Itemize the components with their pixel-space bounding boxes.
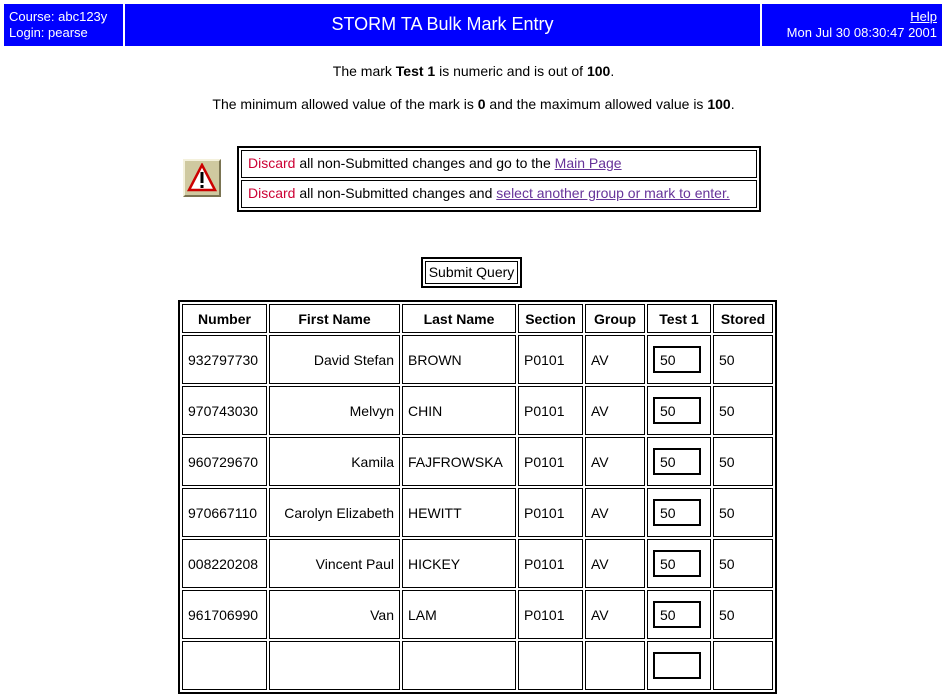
mark-name: Test 1	[395, 63, 436, 79]
col-group: Group	[585, 304, 645, 333]
mark-input[interactable]	[653, 448, 701, 475]
table-row	[182, 590, 773, 639]
table-row	[182, 386, 773, 435]
info-text: The mark	[332, 63, 396, 79]
first-name: Van	[269, 590, 400, 639]
select-group-link[interactable]: select another group or mark to enter.	[496, 185, 730, 201]
discard-text: all non-Submitted changes and	[295, 185, 497, 201]
mark-input[interactable]	[653, 550, 701, 577]
discard-label: Discard	[248, 155, 296, 171]
table-header-row	[182, 304, 773, 333]
test-mark-cell	[647, 539, 711, 588]
table-cell	[518, 641, 583, 690]
info-text: and the maximum allowed value is	[485, 96, 708, 112]
mark-min: 0	[477, 96, 486, 112]
login-label: Login: pearse	[9, 25, 88, 40]
col-test: Test 1	[647, 304, 711, 333]
submit-query-label: Submit Query	[425, 261, 518, 284]
table-cell	[402, 641, 516, 690]
student-number: 970667110	[182, 488, 267, 537]
section: P0101	[518, 437, 583, 486]
last-name: HICKEY	[402, 539, 516, 588]
section: P0101	[518, 539, 583, 588]
table-cell	[585, 641, 645, 690]
mark-input[interactable]	[653, 397, 701, 424]
main-page-link[interactable]: Main Page	[554, 155, 622, 171]
mark-info-line	[0, 63, 947, 79]
discard-options	[237, 146, 761, 212]
stored-mark: 50	[713, 590, 773, 639]
discard-text: all non-Submitted changes and go to the	[295, 155, 555, 171]
group: AV	[585, 335, 645, 384]
test-mark-cell	[647, 488, 711, 537]
help-link[interactable]: Help	[910, 9, 937, 24]
table-row	[182, 641, 773, 690]
info-text: The minimum allowed value of the mark is	[212, 96, 478, 112]
mark-input[interactable]	[653, 346, 701, 373]
last-name: FAJFROWSKA	[402, 437, 516, 486]
first-name: Carolyn Elizabeth	[269, 488, 400, 537]
first-name: Vincent Paul	[269, 539, 400, 588]
test-mark-cell	[647, 386, 711, 435]
first-name: Melvyn	[269, 386, 400, 435]
first-name: David Stefan	[269, 335, 400, 384]
table-row	[182, 335, 773, 384]
last-name: LAM	[402, 590, 516, 639]
mark-input[interactable]	[653, 652, 701, 679]
test-mark-cell	[647, 335, 711, 384]
submit-query-button[interactable]	[421, 257, 522, 288]
table-row	[182, 539, 773, 588]
table-cell	[713, 641, 773, 690]
course-label: Course: abc123y	[9, 9, 108, 24]
table-row	[182, 488, 773, 537]
stored-mark: 50	[713, 539, 773, 588]
section: P0101	[518, 335, 583, 384]
mark-out-of: 100	[586, 63, 611, 79]
datetime-label: Mon Jul 30 08:30:47 2001	[786, 25, 937, 40]
mark-input[interactable]	[653, 601, 701, 628]
help-date-info	[762, 4, 942, 46]
student-number: 008220208	[182, 539, 267, 588]
page-title: STORM TA Bulk Mark Entry	[125, 4, 760, 46]
col-first-name: First Name	[269, 304, 400, 333]
discard-select-row	[241, 180, 757, 208]
group: AV	[585, 590, 645, 639]
mark-max: 100	[707, 96, 731, 112]
last-name: HEWITT	[402, 488, 516, 537]
info-text: .	[610, 63, 615, 79]
group: AV	[585, 437, 645, 486]
warning-triangle-icon	[183, 159, 221, 197]
last-name: BROWN	[402, 335, 516, 384]
table-cell	[182, 641, 267, 690]
first-name: Kamila	[269, 437, 400, 486]
discard-main-page-row	[241, 150, 757, 178]
stored-mark: 50	[713, 335, 773, 384]
last-name: CHIN	[402, 386, 516, 435]
course-login-info	[4, 4, 123, 46]
group: AV	[585, 539, 645, 588]
student-number: 970743030	[182, 386, 267, 435]
student-number: 960729670	[182, 437, 267, 486]
col-section: Section	[518, 304, 583, 333]
marks-table	[178, 300, 777, 694]
stored-mark: 50	[713, 488, 773, 537]
student-number: 932797730	[182, 335, 267, 384]
group: AV	[585, 386, 645, 435]
page-header	[4, 4, 942, 46]
info-text: .	[730, 96, 735, 112]
student-number: 961706990	[182, 590, 267, 639]
stored-mark: 50	[713, 386, 773, 435]
table-cell	[269, 641, 400, 690]
range-info-line	[0, 96, 947, 112]
col-stored: Stored	[713, 304, 773, 333]
section: P0101	[518, 386, 583, 435]
section: P0101	[518, 590, 583, 639]
section: P0101	[518, 488, 583, 537]
table-row	[182, 437, 773, 486]
info-text: is numeric and is out of	[435, 63, 587, 79]
col-number: Number	[182, 304, 267, 333]
group: AV	[585, 488, 645, 537]
discard-label: Discard	[248, 185, 296, 201]
col-last-name: Last Name	[402, 304, 516, 333]
test-mark-cell	[647, 590, 711, 639]
stored-mark: 50	[713, 437, 773, 486]
table-cell	[647, 641, 711, 690]
test-mark-cell	[647, 437, 711, 486]
mark-input[interactable]	[653, 499, 701, 526]
